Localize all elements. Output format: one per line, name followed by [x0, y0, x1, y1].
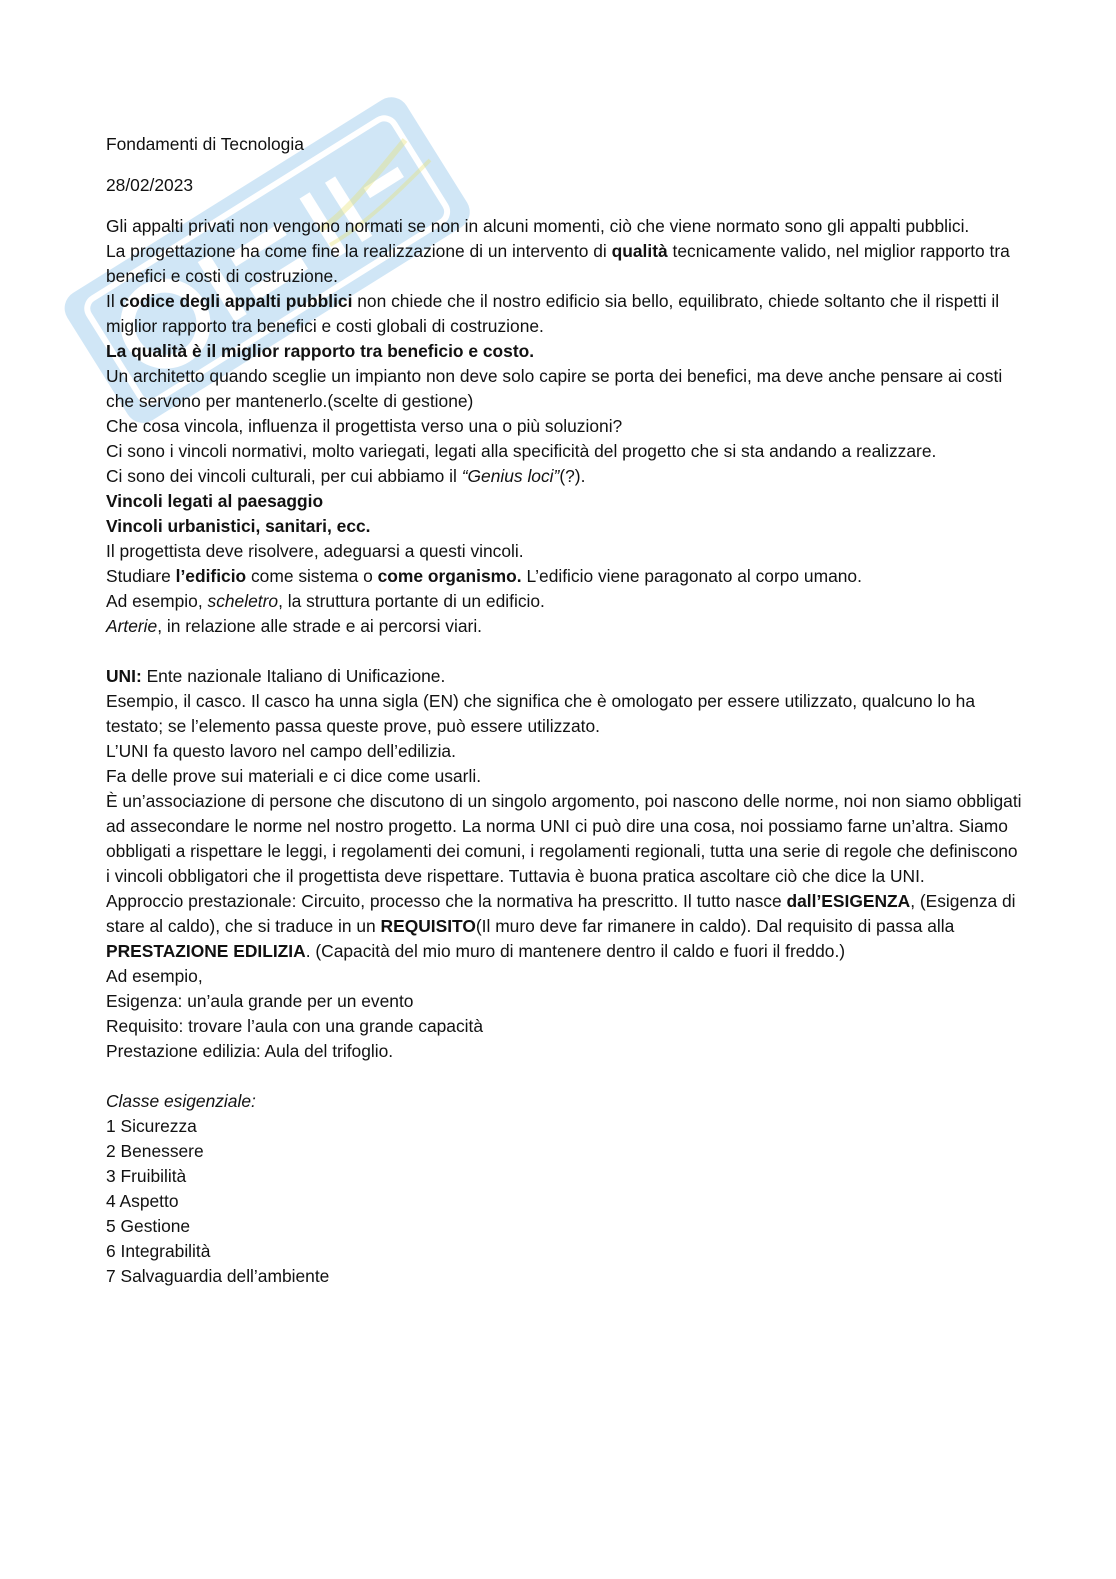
paragraph-scheletro: Ad esempio, scheletro, la struttura portante di un edificio.: [106, 591, 545, 611]
list-item: 2 Benessere: [106, 1141, 204, 1161]
document-body: [106, 132, 1026, 1289]
paragraph-uni: UNI: Ente nazionale Italiano di Unificazione.: [106, 666, 446, 686]
document-date: 28/02/2023: [106, 175, 194, 195]
paragraph-ad-esempio: Ad esempio,: [106, 966, 203, 986]
paragraph-organismo: Studiare l’edificio come sistema o come organismo. L’edificio viene paragonato al corpo umano.: [106, 566, 862, 586]
list-item: 6 Integrabilità: [106, 1241, 211, 1261]
paragraph-arterie: Arterie, in relazione alle strade e ai percorsi viari.: [106, 616, 483, 636]
paragraph-progettista-risolvere: Il progettista deve risolvere, adeguarsi a questi vincoli.: [106, 541, 524, 561]
paragraph-uni-edilizia: L’UNI fa questo lavoro nel campo dell’edilizia.: [106, 741, 456, 761]
document-title: Fondamenti di Tecnologia: [106, 134, 304, 154]
paragraph-vincoli-culturali: Ci sono dei vincoli culturali, per cui abbiamo il “Genius loci”(?).: [106, 466, 586, 486]
list-item: 7 Salvaguardia dell’ambiente: [106, 1266, 330, 1286]
paragraph-prestazione: Prestazione edilizia: Aula del trifoglio.: [106, 1041, 394, 1061]
paragraph-esigenza: Esigenza: un’aula grande per un evento: [106, 991, 414, 1011]
list-item: 3 Fruibilità: [106, 1166, 187, 1186]
paragraph-requisito: Requisito: trovare l’aula con una grande capacità: [106, 1016, 484, 1036]
paragraph-approccio-prestazionale: Approccio prestazionale: Circuito, processo che la normativa ha prescritto. Il tutto nasce dall’ESIGENZA, (Esigenza di stare al caldo), che si traduce in un REQUISITO(Il muro deve far rimanere in caldo). Dal requisito di passa alla PRESTAZIONE EDILIZIA. (Capacità del mio muro di mantenere dentro il caldo e fuori il freddo.): [106, 891, 1016, 961]
paragraph-architetto: Un architetto quando sceglie un impianto non deve solo capire se porta dei benefici, ma deve anche pensare ai costi che servono per mantenerlo.(scelte di gestione): [106, 366, 1003, 411]
paragraph-vincoli-paesaggio: Vincoli legati al paesaggio: [106, 491, 324, 511]
paragraph-appalti-privati: Gli appalti privati non vengono normati se non in alcuni momenti, ciò che viene normato sono gli appalti pubblici.: [106, 216, 970, 236]
list-item: 1 Sicurezza: [106, 1116, 197, 1136]
paragraph-vincoli-normativi: Ci sono i vincoli normativi, molto variegati, legati alla specificità del progetto che si sta andando a realizzare.: [106, 441, 937, 461]
paragraph-casco: Esempio, il casco. Il casco ha unna sigla (EN) che significa che è omologato per essere utilizzato, qualcuno lo ha testato; se l’elemento passa queste prove, può essere utilizzato.: [106, 691, 976, 736]
paragraph-vincola: Che cosa vincola, influenza il progettista verso una o più soluzioni?: [106, 416, 623, 436]
paragraph-progettazione: La progettazione ha come fine la realizzazione di un intervento di qualità tecnicamente valido, nel miglior rapporto tra benefici e costi di costruzione.: [106, 241, 1010, 286]
list-item: 4 Aspetto: [106, 1191, 179, 1211]
classe-esigenziale-heading: Classe esigenziale:: [106, 1091, 256, 1111]
list-item: 5 Gestione: [106, 1216, 191, 1236]
paragraph-prove-materiali: Fa delle prove sui materiali e ci dice come usarli.: [106, 766, 482, 786]
paragraph-codice-appalti: Il codice degli appalti pubblici non chiede che il nostro edificio sia bello, equilibrato, chiede soltanto che il rispetti il miglior rapporto tra benefici e costi globali di costruzione.: [106, 291, 1000, 336]
paragraph-associazione: È un’associazione di persone che discutono di un singolo argomento, poi nascono delle norme, noi non siamo obbligati ad assecondare le norme nel nostro progetto. La norma UNI ci può dire una cosa, noi possiamo farne un’altra. Siamo obbligati a rispettare le leggi, i regolamenti dei comuni, i regolamenti regionali, tutta una serie di regole che definiscono i vincoli obbligatori che il progettista deve rispettare. Tuttavia è buona pratica ascoltare ciò che dice la UNI.: [106, 791, 1022, 886]
paragraph-qualita: La qualità è il miglior rapporto tra beneficio e costo.: [106, 341, 535, 361]
paragraph-vincoli-urbanistici: Vincoli urbanistici, sanitari, ecc.: [106, 516, 371, 536]
